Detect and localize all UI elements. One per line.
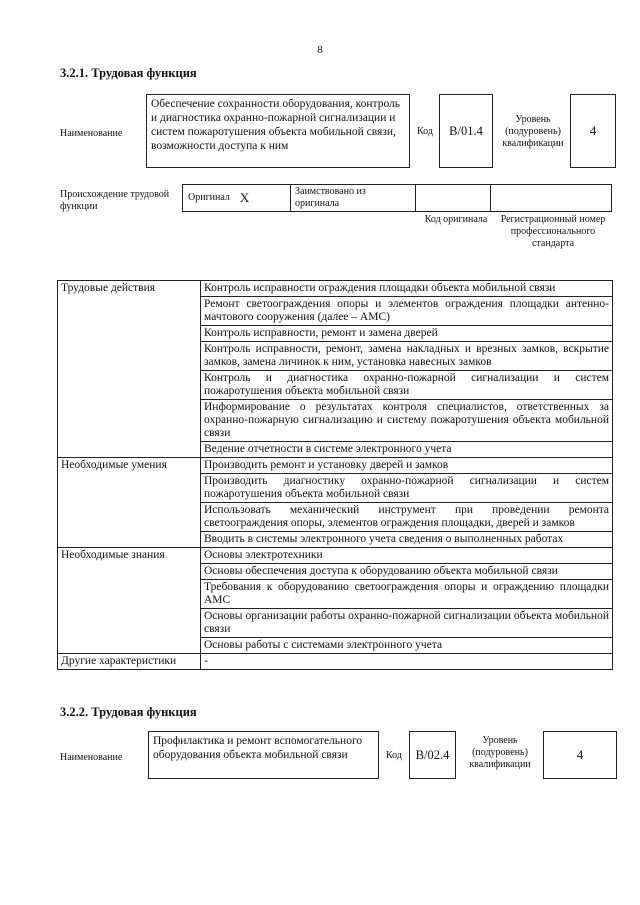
item-cell: Контроль исправности, ремонт, замена накладных и врезных замков, вскрытие замков, замена личинок к ним, установка навесных замков bbox=[201, 342, 613, 371]
function-name-box-2: Профилактика и ремонт вспомогательного оборудования объекта мобильной связи bbox=[148, 731, 379, 779]
item-cell: Основы электротехники bbox=[201, 548, 613, 564]
code-label-2: Код bbox=[386, 750, 402, 761]
item-cell: Производить ремонт и установку дверей и замков bbox=[201, 458, 613, 474]
item-cell: Ремонт светоограждения опоры и элементов ограждения площадки антенно-мачтового сооружения (далее – АМС) bbox=[201, 297, 613, 326]
name-label: Наименование bbox=[60, 128, 123, 139]
category-cell: Необходимые знания bbox=[58, 548, 201, 654]
category-cell: Необходимые умения bbox=[58, 458, 201, 548]
code-label: Код bbox=[417, 126, 433, 137]
item-cell: Основы обеспечения доступа к оборудованию объекта мобильной связи bbox=[201, 564, 613, 580]
table-row bbox=[58, 654, 613, 670]
item-cell: Информирование о результатах контроля специалистов, ответственных за охранно-пожарную сигнализацию и систему пожаротушения объекта мобильной связи bbox=[201, 400, 613, 442]
category-cell: Другие характеристики bbox=[58, 654, 201, 670]
level-value-box-2: 4 bbox=[543, 731, 617, 779]
code-original-caption: Код оригинала bbox=[424, 214, 488, 225]
item-cell: Основы организации работы охранно-пожарной сигнализации объекта мобильной связи bbox=[201, 609, 613, 638]
origin-borrowed-cell: Заимствовано из оригинала bbox=[290, 184, 416, 212]
section-heading-3-2-2: 3.2.2. Трудовая функция bbox=[60, 705, 197, 719]
origin-original-cell bbox=[182, 184, 291, 212]
origin-reg-number-cell bbox=[490, 184, 612, 212]
origin-row bbox=[183, 184, 612, 212]
origin-code-cell bbox=[415, 184, 491, 212]
origin-label: Происхождение трудовой функции bbox=[60, 189, 170, 212]
item-cell: Требования к оборудованию светоограждения опоры и ограждению площадки АМС bbox=[201, 580, 613, 609]
name-label-2: Наименование bbox=[60, 752, 123, 763]
table-row bbox=[58, 458, 613, 474]
level-label-2: Уровень (подуровень) квалификации bbox=[469, 735, 531, 770]
category-cell: Трудовые действия bbox=[58, 281, 201, 458]
table-row bbox=[58, 281, 613, 297]
item-cell: Контроль и диагностика охранно-пожарной сигнализации и систем пожаротушения объекта мобильной связи bbox=[201, 371, 613, 400]
origin-original-label: Оригинал bbox=[188, 192, 230, 203]
page-number: 8 bbox=[317, 44, 323, 56]
item-cell: Контроль исправности ограждения площадки объекта мобильной связи bbox=[201, 281, 613, 297]
code-value-box: B/01.4 bbox=[439, 94, 493, 168]
item-cell: Основы работы с системами электронного учета bbox=[201, 638, 613, 654]
item-cell: Производить диагностику охранно-пожарной сигнализации и систем пожаротушения объекта мобильной связи bbox=[201, 474, 613, 503]
function-name-box: Обеспечение сохранности оборудования, контроль и диагностика охранно-пожарной сигнализации и систем пожаротушения объекта мобильной связи, возможности доступа к ним bbox=[146, 94, 410, 168]
table-row bbox=[58, 548, 613, 564]
reg-number-caption: Регистрационный номер профессионального стандарта bbox=[500, 214, 606, 249]
level-value-box: 4 bbox=[570, 94, 616, 168]
item-cell: - bbox=[201, 654, 613, 670]
level-label: Уровень (подуровень) квалификации bbox=[502, 114, 564, 149]
item-cell: Ведение отчетности в системе электронного учета bbox=[201, 442, 613, 458]
section-heading-3-2-1: 3.2.1. Трудовая функция bbox=[60, 66, 197, 80]
origin-original-mark: X bbox=[239, 190, 250, 205]
item-cell: Вводить в системы электронного учета сведения о выполненных работах bbox=[201, 532, 613, 548]
item-cell: Использовать механический инструмент при проведении ремонта светоограждения опоры, элементов ограждения площадки, дверей и замков bbox=[201, 503, 613, 532]
item-cell: Контроль исправности, ремонт и замена дверей bbox=[201, 326, 613, 342]
function-details-table bbox=[57, 280, 613, 670]
code-value-box-2: B/02.4 bbox=[409, 731, 456, 779]
